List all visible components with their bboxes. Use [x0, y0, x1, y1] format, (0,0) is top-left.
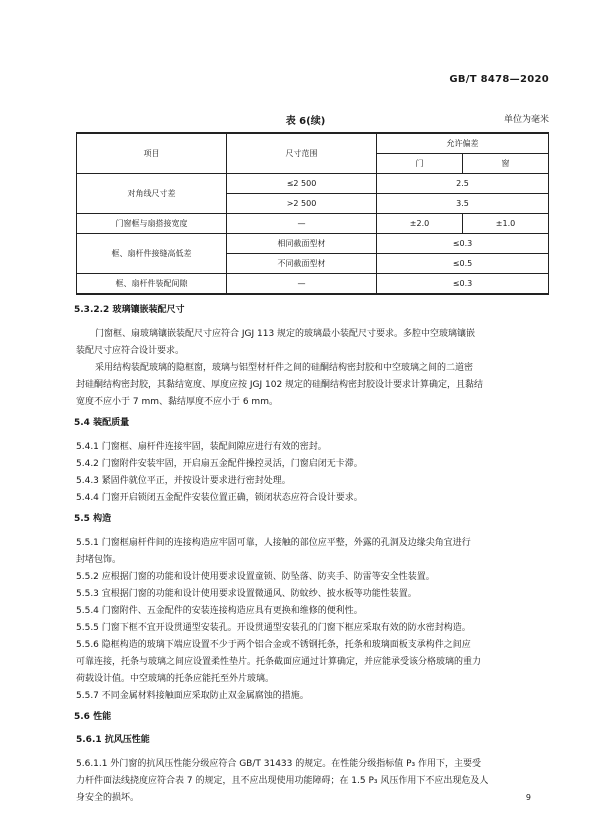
- clause: 可靠连接，托条与玻璃之间应设置柔性垫片。托条截面应通过计算确定，并应能承受该分格玻璃的重力: [76, 657, 482, 667]
- row-height-size-2: 不同截面型材: [227, 254, 377, 274]
- row-height-item: 框、扇杆件接缝高低差: [77, 234, 227, 274]
- clause: 5.5.6 隐框构造的玻璃下端应设置不少于两个铝合金或不锈钢托条，托条和玻璃面板支承构件之间应: [76, 640, 471, 650]
- clause: 身安全的损坏。: [76, 793, 140, 803]
- row-overlap-item: 门窗框与扇搭接宽度: [77, 214, 227, 234]
- standard-number: GB/T 8478—2020: [449, 74, 549, 85]
- row-height-value-1: ≤0.3: [377, 234, 549, 254]
- row-diag-size-1: ≤2 500: [227, 174, 377, 194]
- table-unit: 单位为毫米: [503, 115, 549, 125]
- subsection-heading-561: 5.6.1 抗风压性能: [76, 735, 150, 745]
- header-door: 门: [377, 154, 463, 174]
- clause: 荷载设计值。中空玻璃的托条应能托至外片玻璃。: [76, 674, 275, 684]
- clause: 5.5.3 宜根据门窗的功能和设计使用要求设置微通风、防蚊纱、披水板等功能性装置。: [76, 589, 417, 599]
- row-diag-value-1: 2.5: [377, 174, 549, 194]
- para-line: 装配尺寸应符合设计要求。: [76, 346, 185, 356]
- clause: 封堵包饰。: [76, 555, 122, 565]
- clause: 5.5.4 门窗附件、五金配件的安装连接构造应具有更换和维修的便利性。: [76, 606, 363, 616]
- clause: 5.6.1.1 外门窗的抗风压性能分级应符合 GB/T 31433 的规定。在性能分级指标值 P₃ 作用下，主要受: [76, 759, 481, 769]
- section-heading-5322: 5.3.2.2 玻璃镶嵌装配尺寸: [74, 305, 185, 315]
- header-size-range: 尺寸范围: [227, 133, 377, 174]
- row-height-size-1: 相同截面型材: [227, 234, 377, 254]
- section-heading-54: 5.4 装配质量: [74, 418, 130, 428]
- header-item: 项目: [77, 133, 227, 174]
- row-diag-value-2: 3.5: [377, 194, 549, 214]
- tolerance-table: [76, 132, 549, 295]
- clause: 5.4.1 门窗框、扇杆件连接牢固，装配间隙应进行有效的密封。: [76, 442, 327, 452]
- header-tolerance: 允许偏差: [377, 133, 549, 154]
- clause: 5.5.5 门窗下框不宜开设贯通型安装孔。开设贯通型安装孔的门窗下框应采取有效的防水密封构造。: [76, 623, 471, 633]
- clause: 力杆件面法线挠度应符合表 7 的规定，且不应出现使用功能障碍；在 1.5 P₃ 风压作用下不应出现危及人: [76, 776, 489, 786]
- row-gap-value: ≤0.3: [377, 274, 549, 295]
- row-gap-size: —: [227, 274, 377, 295]
- para-line: 采用结构装配玻璃的隐框窗，玻璃与铝型材杆件之间的硅酮结构密封胶和中空玻璃之间的二道密: [95, 363, 474, 373]
- row-overlap-size: —: [227, 214, 377, 234]
- para-line: 封硅酮结构密封胶，其黏结宽度、厚度应按 JGJ 102 规定的硅酮结构密封胶设计要求计算确定，且黏结: [76, 380, 484, 390]
- clause: 5.4.2 门窗附件安装牢固，开启扇五金配件操控灵活，门窗启闭无卡滞。: [76, 459, 363, 469]
- table-title: 表 6(续): [285, 116, 326, 127]
- section-heading-56: 5.6 性能: [74, 712, 112, 722]
- clause: 5.5.1 门窗框扇杆件间的连接构造应牢固可靠，人接触的部位应平整，外露的孔洞及边缘尖角宜进行: [76, 538, 471, 548]
- clause: 5.4.4 门窗开启锁闭五金配件安装位置正确，锁闭状态应符合设计要求。: [76, 493, 363, 503]
- clause: 5.4.3 紧固件就位平正，并按设计要求进行密封处理。: [76, 476, 291, 486]
- para-line: 门窗框、扇玻璃镶嵌装配尺寸应符合 JGJ 113 规定的玻璃最小装配尺寸要求。多腔中空玻璃镶嵌: [95, 329, 476, 339]
- clause: 5.5.2 应根据门窗的功能和设计使用要求设置童锁、防坠落、防夹手、防雷等安全性装置。: [76, 572, 435, 582]
- clause: 5.5.7 不同金属材料接触面应采取防止双金属腐蚀的措施。: [76, 691, 309, 701]
- row-overlap-door: ±2.0: [377, 214, 463, 234]
- section-heading-55: 5.5 构造: [74, 514, 112, 524]
- row-height-value-2: ≤0.5: [377, 254, 549, 274]
- row-gap-item: 框、扇杆件装配间隙: [77, 274, 227, 295]
- para-line: 宽度不应小于 7 mm、黏结厚度不应小于 6 mm。: [76, 397, 278, 407]
- row-diag-size-2: >2 500: [227, 194, 377, 214]
- header-window: 窗: [463, 154, 549, 174]
- row-diag-item: 对角线尺寸差: [77, 174, 227, 214]
- row-overlap-window: ±1.0: [463, 214, 549, 234]
- page-number: 9: [525, 793, 531, 802]
